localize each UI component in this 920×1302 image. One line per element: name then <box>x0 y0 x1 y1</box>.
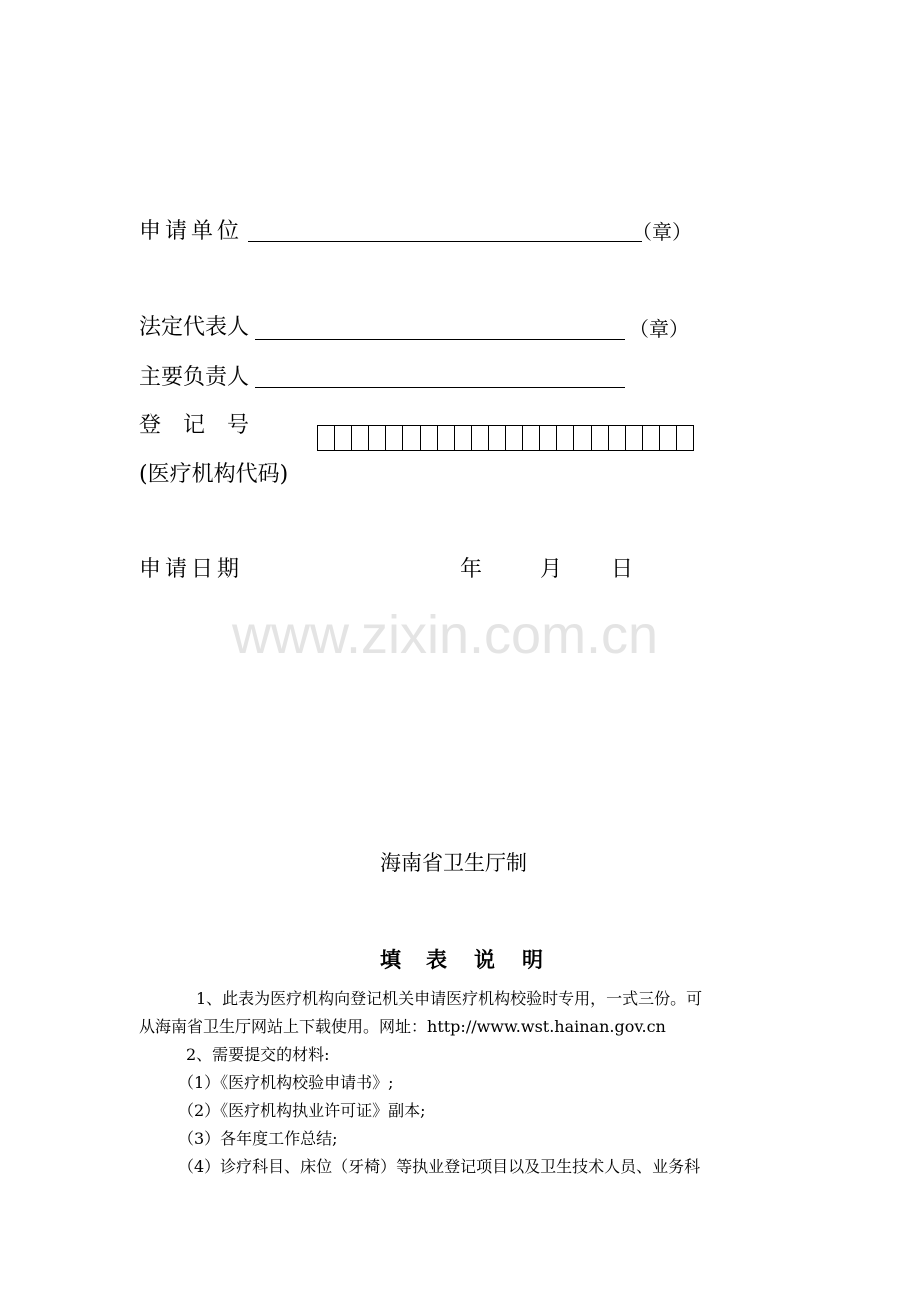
date-year: 年 <box>460 557 483 582</box>
reg-no-char-box[interactable] <box>352 426 369 450</box>
reg-no-char-box[interactable] <box>489 426 506 450</box>
principal-field[interactable] <box>255 365 625 388</box>
legal-rep-field[interactable] <box>255 315 625 340</box>
reg-no-char-box[interactable] <box>660 426 677 450</box>
legal-rep-label: 法定代表人 <box>139 315 250 340</box>
issuer-text: 海南省卫生厅制 <box>380 851 527 875</box>
reg-no-char-box[interactable] <box>523 426 540 450</box>
reg-no-char-box[interactable] <box>386 426 403 450</box>
reg-no-char-box[interactable] <box>609 426 626 450</box>
instructions-heading <box>380 944 543 974</box>
reg-no-boxes[interactable] <box>317 425 694 451</box>
instruction-item-1-line-2 <box>139 1012 666 1041</box>
reg-no-sub-label: (医疗机构代码) <box>139 462 289 487</box>
date-label: 申请日期 <box>139 557 244 582</box>
reg-no-char-box[interactable] <box>626 426 643 450</box>
applicant-field[interactable] <box>248 219 642 242</box>
reg-no-char-box[interactable] <box>540 426 557 450</box>
reg-no-char-box[interactable] <box>438 426 455 450</box>
instruction-item-2-2: （2）《医疗机构执业许可证》副本; <box>178 1101 426 1120</box>
heading-char: 明 <box>522 947 543 972</box>
reg-no-char-box[interactable] <box>557 426 574 450</box>
reg-no-char-box[interactable] <box>574 426 591 450</box>
reg-no-char-box[interactable] <box>455 426 472 450</box>
principal-label: 主要负责人 <box>139 365 250 390</box>
reg-no-char-box[interactable] <box>677 426 694 450</box>
reg-no-label: 登 记 号 <box>139 413 250 438</box>
reg-no-char-box[interactable] <box>421 426 438 450</box>
date-month: 月 <box>540 557 563 582</box>
instruction-item-2: 2、需要提交的材料: <box>186 1045 330 1064</box>
instruction-item-1-prefix: 从海南省卫生厅网站上下载使用。网址： <box>139 1017 428 1036</box>
reg-no-char-box[interactable] <box>335 426 352 450</box>
instruction-url-link[interactable]: http://www.wst.hainan.gov.cn <box>427 1017 666 1036</box>
reg-no-char-box[interactable] <box>506 426 523 450</box>
legal-rep-seal: （章） <box>629 317 689 341</box>
instruction-item-1-line-1: 1、此表为医疗机构向登记机关申请医疗机构校验时专用，一式三份。可 <box>196 989 703 1008</box>
reg-no-char-box[interactable] <box>643 426 660 450</box>
reg-no-char-box[interactable] <box>472 426 489 450</box>
reg-no-char-box[interactable] <box>403 426 420 450</box>
heading-char: 填 <box>380 947 401 972</box>
applicant-label: 申请单位 <box>139 219 244 244</box>
instruction-item-2-4: （4）诊疗科目、床位（牙椅）等执业登记项目以及卫生技术人员、业务科 <box>178 1157 701 1176</box>
watermark-text: www.zixin.com.cn <box>232 605 659 665</box>
date-day: 日 <box>611 557 634 582</box>
heading-char: 说 <box>474 947 495 972</box>
reg-no-char-box[interactable] <box>592 426 609 450</box>
heading-char: 表 <box>426 947 447 972</box>
reg-no-char-box[interactable] <box>369 426 386 450</box>
instruction-item-2-3: （3）各年度工作总结; <box>178 1129 338 1148</box>
applicant-seal: （章） <box>632 220 692 244</box>
instruction-item-2-1: （1）《医疗机构校验申请书》; <box>178 1073 394 1092</box>
reg-no-char-box[interactable] <box>318 426 335 450</box>
